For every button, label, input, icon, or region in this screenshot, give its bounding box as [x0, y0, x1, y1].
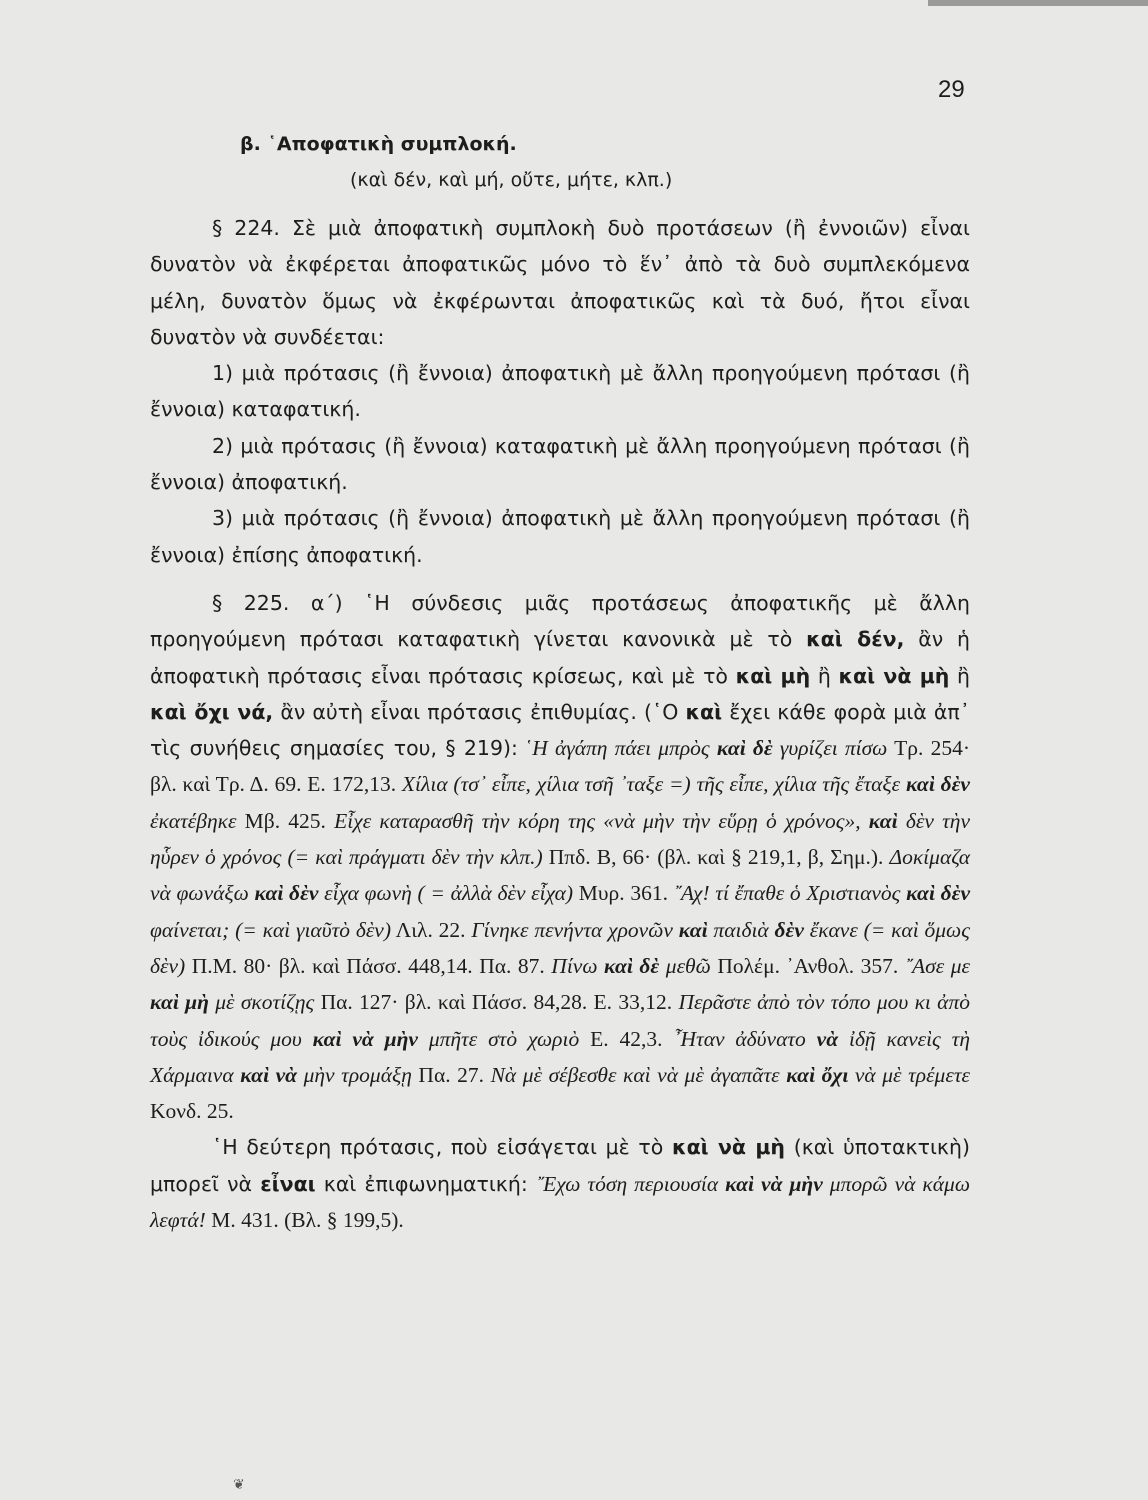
example-keyword: νὰ: [816, 1026, 839, 1051]
example-text: μπορῶ νὰ κάμω λεφτά!: [150, 1171, 970, 1233]
examples-run: [150, 736, 970, 1123]
example-text: ῏Ηταν ἀδύνατο: [673, 1026, 817, 1051]
section-225: [150, 585, 970, 1129]
example-keyword: δὲν: [774, 917, 804, 942]
example-text: ῎Αχ! τί ἔπαθε ὁ Χριστιανὸς: [673, 881, 907, 906]
example-keyword: καὶ δὲ: [716, 736, 773, 761]
text-run: ἂν αὐτὴ εἶναι πρότασις ἐπιθυμίας. (῾Ο: [273, 699, 686, 724]
citation: Λιλ. 22.: [391, 917, 472, 942]
example-text: ῎Ασε με: [904, 953, 971, 978]
example-text: ῾Η ἀγάπη πάει μπρὸς: [517, 736, 717, 761]
citation: Μβ. 425.: [236, 808, 335, 833]
text-run: ἢ: [810, 663, 839, 688]
example-text: ἐκατέβηκε: [150, 808, 237, 833]
text-run: ἢ: [949, 663, 971, 688]
section-number-225: § 225.: [212, 590, 290, 615]
example-keyword: καὶ: [868, 808, 898, 833]
section-224-intro: [150, 210, 970, 355]
example-keyword: καὶ ὄχι: [786, 1062, 849, 1087]
example-keyword: καὶ δὲν: [906, 881, 970, 906]
example-text: Περᾶστε ἀπὸ τὸν τόπο μου κι ἀπὸ τοὺς ἰδικούς μου: [150, 990, 970, 1051]
keyword-einai: εἶναι: [260, 1171, 316, 1196]
example-text: Νὰ μὲ σέβεσθε καὶ νὰ μὲ ἀγαπᾶτε: [490, 1062, 787, 1087]
example-text: φαίνεται; (= καὶ γιαῦτὸ δὲν): [150, 917, 392, 942]
example-text: Δοκίμαζα νὰ φωνάξω: [150, 845, 970, 906]
keyword-kai-na-mi: καὶ νὰ μὴ: [838, 663, 950, 688]
citation: Μ. 431. (Βλ. § 199,5).: [205, 1208, 404, 1233]
ornament-mark: ❦: [233, 1477, 245, 1493]
example-keyword: καὶ δὲν: [905, 772, 970, 797]
section-heading: β. ῾Αποφατικὴ συμπλοκή.: [240, 133, 517, 155]
example-keyword: καὶ μὴ: [150, 990, 209, 1015]
example-text: δὲν τὴν ηὗρεν ὁ χρόνος (= καὶ πράγματι δὲν τὴν κλπ.): [150, 808, 970, 870]
example-text: εἶχα φωνὴ ( = ἀλλὰ δὲν εἶχα): [318, 881, 574, 906]
text-run: ἔχει κάθε φορὰ μιὰ ἀπ᾽ τὶς συνήθεις σημασίες του, § 219):: [150, 699, 971, 761]
example-text: νὰ μὲ τρέμετε: [848, 1062, 970, 1087]
citation: Πολέμ. ᾽Ανθολ. 357.: [710, 953, 905, 978]
example-text: ῎Εχω τόση περιουσία: [535, 1171, 726, 1196]
example-text: γυρίζει πίσω: [772, 736, 888, 761]
citation: Τρ. 254· βλ. καὶ Τρ. Δ. 69. Ε. 172,13.: [150, 736, 970, 797]
final-paragraph: [150, 1129, 970, 1238]
text-run: ῾Η σύνδεσις μιᾶς προτάσεως ἀποφατικῆς μὲ ἄλλη προηγούμενη πρότασι καταφατικὴ γίνεται κανονικὰ μὲ τὸ: [150, 590, 970, 652]
text-run: καὶ ἐπιφωνηματική:: [315, 1171, 536, 1196]
example-keyword: καὶ: [678, 917, 708, 942]
text-run: ῾Η δεύτερη πρότασις, ποὺ εἰσάγεται μὲ τὸ: [212, 1135, 672, 1160]
section-subheading: (καὶ δέν, καὶ μή, οὔτε, μήτε, κλπ.): [350, 169, 673, 191]
example-keyword: καὶ δὲ: [604, 953, 660, 978]
citation: Κονδ. 25.: [150, 1099, 234, 1124]
section-225-paragraph: [150, 585, 970, 1129]
example-text: μπῆτε στὸ χωριὸ: [417, 1026, 580, 1051]
keyword-kai-den: καὶ δέν,: [806, 627, 905, 652]
citation: Π.Μ. 80· βλ. καὶ Πάσσ. 448,14. Πα. 87.: [185, 953, 552, 978]
example-text: ἔκανε (= καὶ ὅμως δὲν): [150, 917, 970, 978]
section-225-label: α΄): [289, 590, 365, 615]
example-text: Χίλια (τσ᾽ εἶπε, χίλια τσῆ ᾽ταξε =) τῆς εἶπε, χίλια τῆς ἔταξε: [401, 772, 906, 797]
citation: Πα. 27.: [411, 1062, 491, 1087]
citation: Ε. 42,3.: [579, 1026, 674, 1051]
example-text: μεθῶ: [659, 953, 711, 978]
example-text: παιδιὰ: [707, 917, 775, 942]
section-224-text: Σὲ μιὰ ἀποφατικὴ συμπλοκὴ δυὸ προτάσεων (ἢ ἐννοιῶν) εἶναι δυνατὸν νὰ ἐκφέρεται ἀποφατικῶς μόνο τὸ ἕν᾽ ἀπὸ τὰ δυὸ συμπλεκόμενα μέλη, δυνατὸν ὅμως νὰ ἐκφέρωνται ἀποφατικῶς καὶ τὰ δυό, ἤτοι εἶναι δυνατὸν νὰ συνδέεται:: [150, 216, 970, 349]
keyword-kai: καὶ: [685, 699, 723, 724]
example-text: Πίνω: [551, 953, 605, 978]
example-keyword: καὶ νὰ μὴν: [725, 1171, 823, 1196]
page-content: [150, 126, 970, 1238]
scan-edge-bar: [928, 0, 1148, 6]
list-item-2: 2) μιὰ πρότασις (ἢ ἔννοια) καταφατικὴ μὲ ἄλλη προηγούμενη πρότασι (ἢ ἔννοια) ἀποφατική.: [150, 433, 970, 495]
keyword-kai-mi: καὶ μὴ: [735, 663, 811, 688]
keyword-kai-na-mi: καὶ νὰ μὴ: [672, 1135, 786, 1160]
example-keyword: καὶ δὲν: [254, 881, 319, 906]
list-item-1: 1) μιὰ πρότασις (ἢ ἔννοια) ἀποφατικὴ μὲ ἄλλη προηγούμενη πρότασι (ἢ ἔννοια) καταφατική.: [150, 361, 970, 422]
citation: Πα. 127· βλ. καὶ Πάσσ. 84,28. Ε. 33,12.: [314, 990, 679, 1015]
example-text: ἰδῇ κανεὶς τὴ Χάρμαινα: [150, 1026, 970, 1087]
section-224: [150, 210, 970, 573]
example-text: Εἶχε καταρασθῆ τὴν κόρη της «νὰ μὴν τὴν εὕρῃ ὁ χρόνος»,: [334, 808, 869, 833]
example-text: μὴν τρομάξῃ: [297, 1062, 412, 1087]
citation: Μυρ. 361.: [573, 881, 674, 906]
section-number-224: § 224.: [212, 216, 280, 240]
example-text: μὲ σκοτίζῃς: [208, 990, 315, 1015]
text-run: (καὶ ὑποτακτικὴ) μπορεῖ νὰ: [150, 1135, 970, 1196]
citation: Ππδ. Β, 66· (βλ. καὶ § 219,1, β, Σημ.).: [542, 845, 890, 870]
keyword-kai-ochi-na: καὶ ὄχι νά,: [150, 699, 274, 724]
final-paragraph-block: [150, 1129, 970, 1238]
text-run: ἂν ἡ ἀποφατικὴ πρότασις εἶναι πρότασις κρίσεως, καὶ μὲ τὸ: [150, 627, 970, 688]
page-number: 29: [938, 76, 965, 103]
example-keyword: καὶ νὰ μὴν: [312, 1026, 418, 1051]
example-keyword: καὶ νὰ: [240, 1062, 298, 1087]
list-item-3: 3) μιὰ πρότασις (ἢ ἔννοια) ἀποφατικὴ μὲ ἄλλη προηγούμενη πρότασι (ἢ ἔννοια) ἐπίσης ἀποφατική.: [150, 506, 970, 567]
example-text: Γίνηκε πενήντα χρονῶν: [471, 917, 679, 942]
